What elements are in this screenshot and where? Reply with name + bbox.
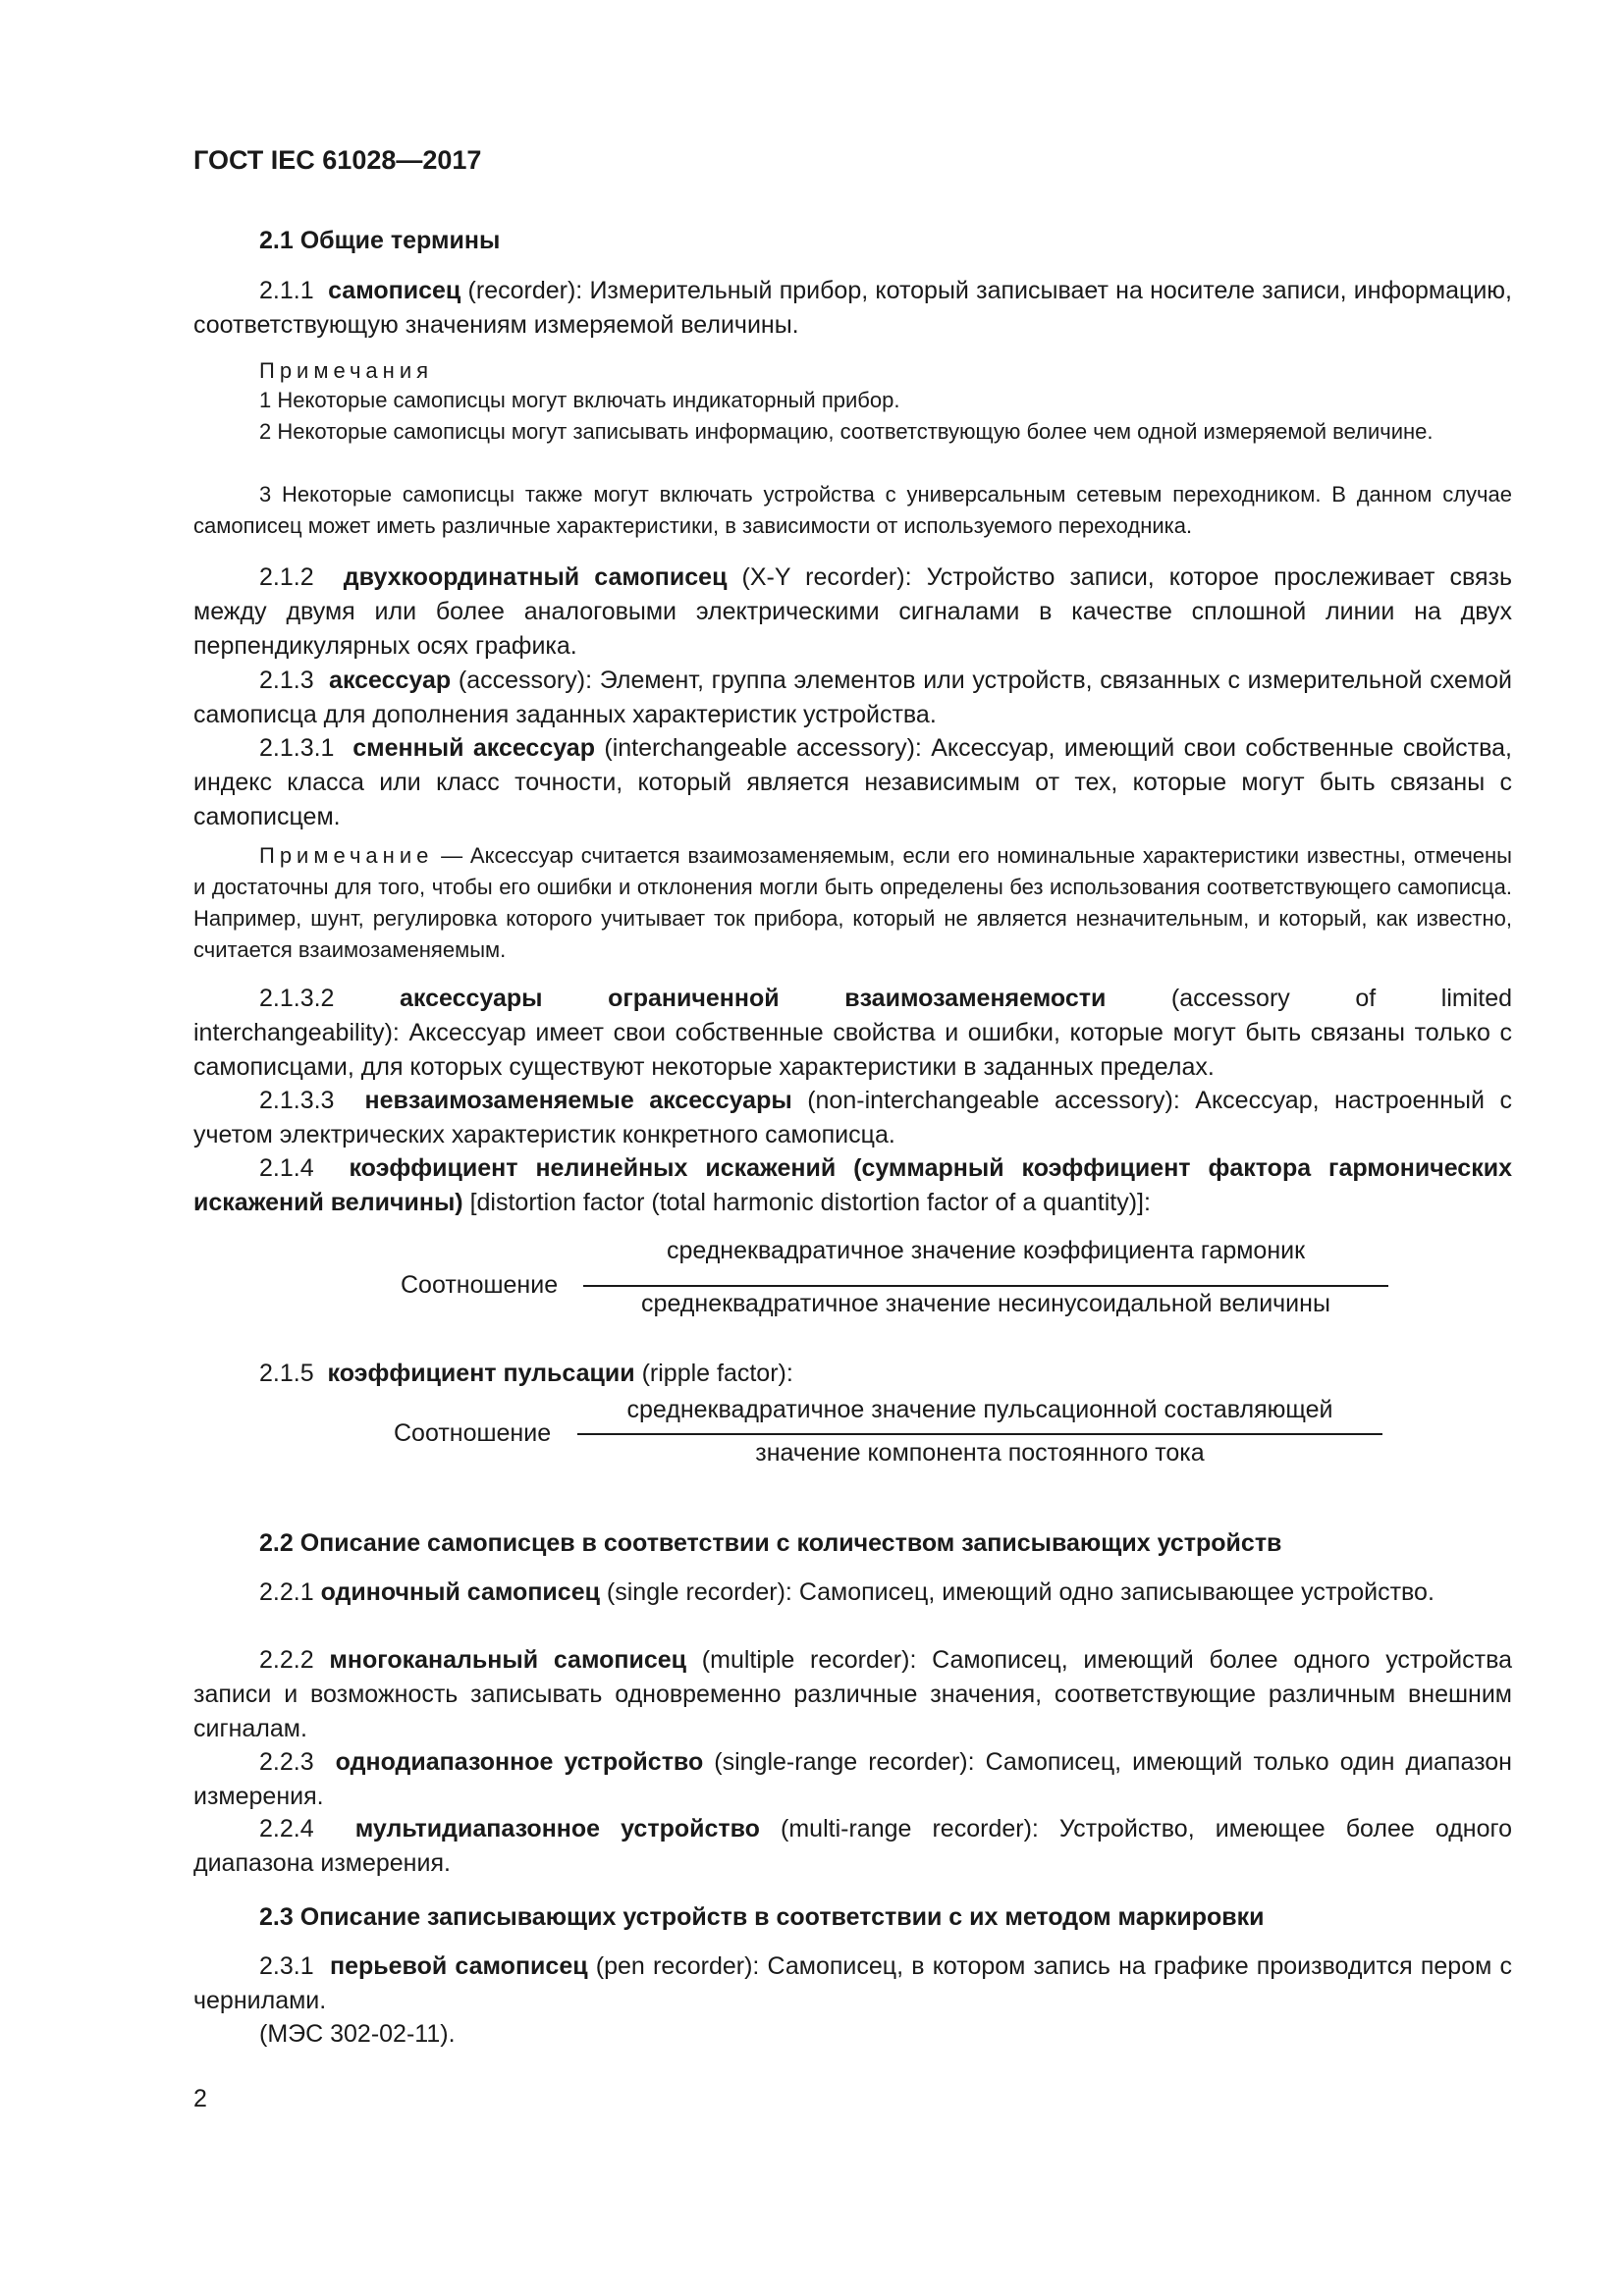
page-number: 2 <box>193 2085 207 2112</box>
term-definition: (pen recorder): Самописец, в котором запись на графике производится пером с чернилами. <box>193 1952 1512 2014</box>
term-2-1-3-1 <box>193 731 1512 834</box>
reference-iec: (МЭС 302-02-11). <box>259 2020 456 2048</box>
term-number: 2.3.1 <box>259 1952 314 1980</box>
term-definition: (non-interchangeable accessory): Аксессуар, настроенный с учетом электрических характеристик конкретного самописца. <box>193 1087 1512 1148</box>
term-2-1-3-2-line1 <box>193 982 1512 1016</box>
formula-1-denominator: среднеквадратичное значение несинусоидальной величины <box>641 1290 1330 1317</box>
term-name: невзаимозаменяемые аксессуары <box>364 1087 792 1114</box>
term-2-2-2 <box>193 1643 1512 1746</box>
term-2-3-1 <box>193 1949 1512 2018</box>
note-label: Примечание <box>259 843 434 868</box>
term-number: 2.1.5 <box>259 1360 314 1387</box>
note-2: 2 Некоторые самописцы могут записывать информацию, соответствующую более чем одной измеряемой величине. <box>259 419 1434 444</box>
formula-2-label: Соотношение <box>394 1419 552 1447</box>
formula-2-denominator: значение компонента постоянного тока <box>755 1439 1205 1467</box>
term-2-1-2 <box>193 561 1512 664</box>
term-definition: (accessory): Элемент, группа элементов или устройств, связанных с измерительной схемой самописца для дополнения заданных характеристик устройства. <box>193 667 1512 728</box>
section-title-2-2: 2.2 Описание самописцев в соответствии с количеством записывающих устройств <box>259 1529 1282 1557</box>
term-definition: (multi-range recorder): Устройство, имеющее более одного диапазона измерения. <box>193 1815 1512 1877</box>
notes-title: Примечания <box>259 358 434 383</box>
term-name: многоканальный самописец <box>329 1646 687 1674</box>
term-name: сменный аксессуар <box>352 734 595 762</box>
term-2-2-4 <box>193 1812 1512 1881</box>
term-name: коэффициент нелинейных искажений (суммарный коэффициент фактора гармонических искажений величины) <box>193 1154 1512 1216</box>
term-number: 2.2.3 <box>259 1748 314 1776</box>
term-2-2-3 <box>193 1745 1512 1814</box>
term-definition: (ripple factor): <box>634 1360 793 1387</box>
term-definition: (interchangeable accessory): Аксессуар, имеющий свои собственные свойства, индекс класса или класс точности, который является независимым от тех, которые могут быть связаны с самописцем. <box>193 734 1512 830</box>
term-name: самописец <box>328 277 461 304</box>
note-3: 3 Некоторые самописцы также могут включать устройства с универсальным сетевым переходником. В данном случае самописец может иметь различные характеристики, в зависимости от используемого переходника. <box>193 482 1512 538</box>
term-definition: (X-Y recorder): Устройство записи, которое прослеживает связь между двумя или более аналоговыми электрическими сигналами в качестве сплошной линии на двух перпендикулярных осях графика. <box>193 563 1513 660</box>
term-english-part: (accessory <box>1170 985 1290 1012</box>
formula-2-numerator: среднеквадратичное значение пульсационной составляющей <box>626 1396 1333 1423</box>
term-english-part: of <box>1355 985 1377 1012</box>
term-number: 2.2.2 <box>259 1646 314 1674</box>
term-2-1-3-2-rest: interchangeability): Аксессуар имеет свои собственные свойства и ошибки, которые могут быть связаны только с самописцами, для которых существуют некоторые характеристики в заданных пределах. <box>193 1019 1512 1081</box>
term-number: 2.1.3.2 <box>259 985 335 1012</box>
note-1: 1 Некоторые самописцы могут включать индикаторный прибор. <box>259 388 900 412</box>
term-number: 2.1.4 <box>259 1154 314 1182</box>
term-2-1-1 <box>193 274 1512 343</box>
formula-2-fraction-line <box>577 1433 1382 1435</box>
term-number: 2.1.2 <box>259 563 314 591</box>
term-number: 2.2.1 <box>259 1578 314 1606</box>
term-name: коэффициент пульсации <box>327 1360 635 1387</box>
term-2-1-4 <box>193 1151 1512 1220</box>
term-number: 2.2.4 <box>259 1815 314 1842</box>
term-2-1-5 <box>193 1357 1512 1391</box>
document-code: ГОСТ IEC 61028—2017 <box>193 145 482 175</box>
term-name: однодиапазонное устройство <box>335 1748 704 1776</box>
term-name-part: аксессуары <box>400 985 543 1012</box>
term-name: двухкоординатный самописец <box>343 563 728 591</box>
section-title-2-1: 2.1 Общие термины <box>259 227 501 254</box>
term-name: аксессуар <box>329 667 452 694</box>
term-number: 2.1.3 <box>259 667 314 694</box>
term-name: одиночный самописец <box>320 1578 600 1606</box>
formula-1-fraction-line <box>583 1285 1388 1287</box>
formula-1-numerator: среднеквадратичное значение коэффициента гармоник <box>666 1237 1306 1264</box>
term-2-1-3 <box>193 664 1512 732</box>
term-definition: [distortion factor (total harmonic distortion factor of a quantity)]: <box>462 1189 1151 1216</box>
term-definition: (multiple recorder): Самописец, имеющий более одного устройства записи и возможность записывать одновременно различные значения, соответствующие различным внешним сигналам. <box>193 1646 1512 1742</box>
term-number: 2.1.1 <box>259 277 314 304</box>
note-accessory <box>193 840 1512 966</box>
term-2-2-1 <box>193 1575 1512 1610</box>
term-english-part: limited <box>1440 985 1513 1012</box>
term-number: 2.1.3.3 <box>259 1087 335 1114</box>
note-text: — Аксессуар считается взаимозаменяемым, если его номинальные характеристики известны, отмечены и достаточны для того, чтобы его ошибки и отклонения могли быть определены без использования соответствующего самописца. Например, шунт, регулировка которого учитывает ток прибора, который не является незначительным, и который, как известно, считается взаимозаменяемым. <box>193 843 1512 962</box>
term-name: перьевой самописец <box>329 1952 588 1980</box>
term-name: мультидиапазонное устройство <box>354 1815 760 1842</box>
term-name-part: ограниченной <box>608 985 780 1012</box>
term-2-1-3-3 <box>193 1084 1512 1152</box>
section-title-2-3: 2.3 Описание записывающих устройств в соответствии с их методом маркировки <box>259 1903 1265 1931</box>
term-name-part: взаимозаменяемости <box>844 985 1107 1012</box>
term-definition: (single recorder): Самописец, имеющий одно записывающее устройство. <box>599 1578 1435 1606</box>
term-definition: (recorder): Измерительный прибор, который записывает на носителе записи, информацию, соответствующую значениям измеряемой величины. <box>193 277 1512 339</box>
term-definition: (single-range recorder): Самописец, имеющий только один диапазон измерения. <box>193 1748 1512 1810</box>
formula-1-label: Соотношение <box>401 1271 559 1299</box>
term-number: 2.1.3.1 <box>259 734 335 762</box>
